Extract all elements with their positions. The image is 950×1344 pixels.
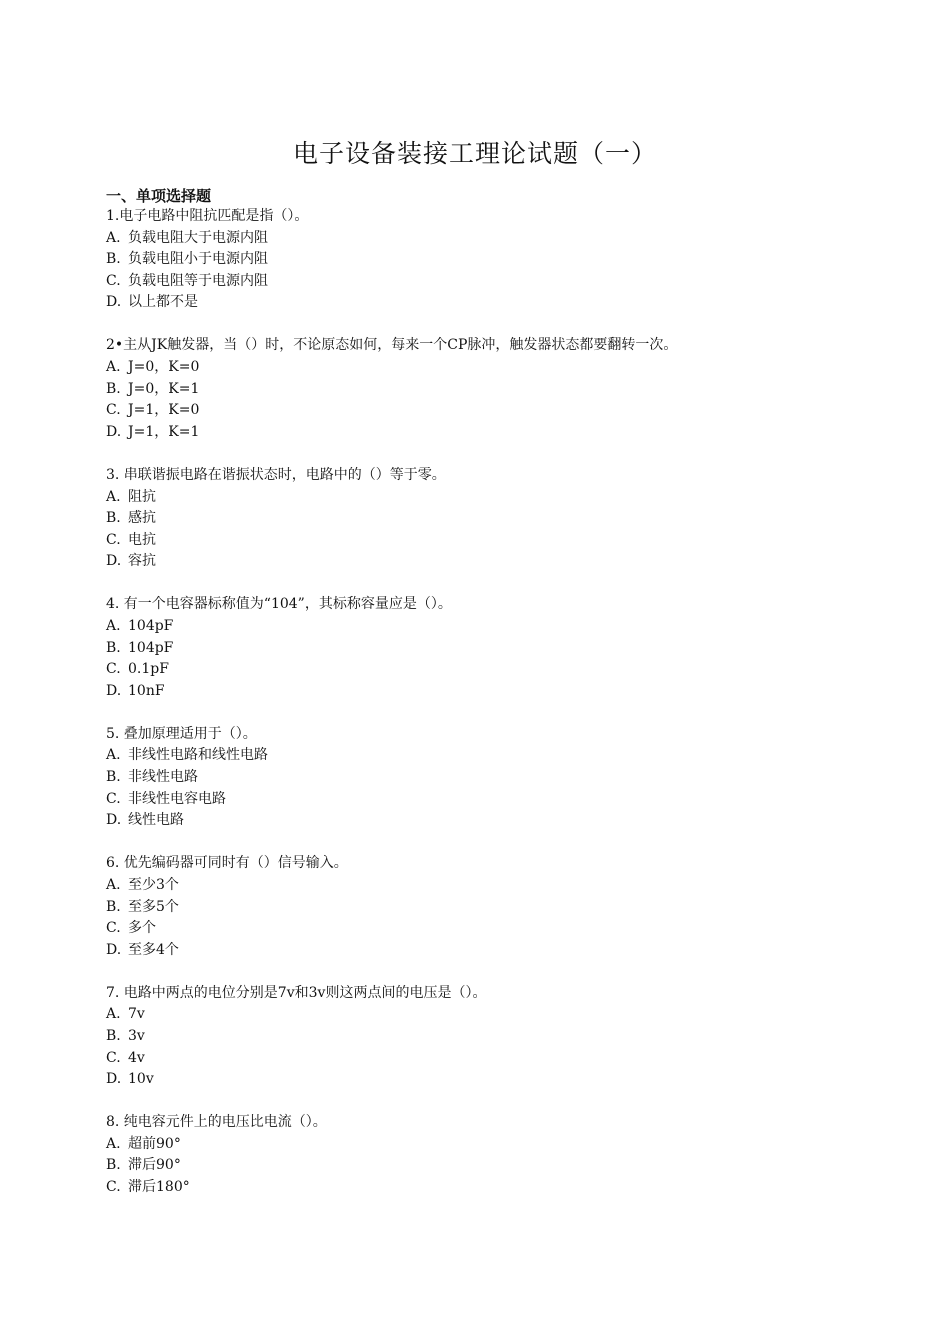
option-letter: A. [106, 876, 121, 893]
option-d [106, 810, 906, 832]
option-text: 多个 [128, 920, 156, 937]
question-8 [106, 1112, 906, 1198]
option-b [106, 1155, 906, 1177]
option-c [106, 530, 906, 552]
option-a [106, 487, 906, 509]
option-letter: B. [106, 639, 121, 656]
question-2 [106, 335, 906, 443]
option-text: 以上都不是 [128, 294, 198, 311]
option-text: 至多5个 [128, 898, 179, 915]
option-text: 感抗 [128, 510, 156, 527]
option-text: 非线性电路和线性电路 [128, 747, 268, 764]
option-letter: A. [106, 1135, 121, 1152]
option-letter: C. [106, 531, 121, 548]
question-4 [106, 594, 906, 702]
option-text: 超前90° [128, 1135, 181, 1152]
option-letter: A. [106, 618, 121, 634]
option-c [106, 789, 906, 811]
option-text: 104pF [128, 618, 174, 634]
question-7 [106, 983, 906, 1091]
option-letter: C. [106, 920, 121, 937]
option-c [106, 918, 906, 940]
option-text: 阻抗 [128, 488, 156, 505]
option-c [106, 271, 906, 293]
option-b [106, 249, 906, 271]
option-text: 10v [128, 1071, 154, 1088]
option-d [106, 940, 906, 962]
option-text: J=1，K=0 [128, 402, 200, 419]
option-letter: A. [106, 359, 121, 376]
option-letter: B. [106, 510, 121, 527]
option-letter: A. [106, 747, 121, 764]
section-heading: 一、单项选择题 [106, 187, 212, 205]
option-a [106, 1004, 906, 1026]
option-d [106, 422, 906, 444]
option-text: 负载电阻小于电源内阻 [128, 251, 268, 268]
option-text: 4v [128, 1049, 145, 1066]
option-letter: A. [106, 488, 121, 505]
question-stem: 4. 有一个电容器标称值为“104”，其标称容量应是（）。 [106, 596, 452, 613]
option-letter: C. [106, 1049, 121, 1066]
option-b [106, 379, 906, 401]
option-text: 线性电路 [128, 812, 184, 829]
option-text: 7v [128, 1006, 145, 1023]
option-letter: B. [106, 1157, 121, 1174]
question-stem: 3. 串联谐振电路在谐振状态时，电路中的（）等于零。 [106, 466, 446, 483]
option-text: 负载电阻大于电源内阻 [128, 229, 268, 246]
question-stem: 2•主从JK触发器，当（）时，不论原态如何，每来一个CP脉冲，触发器状态都要翻转一次。 [106, 337, 678, 354]
question-stem: 5. 叠加原理适用于（）。 [106, 725, 257, 742]
option-letter: C. [106, 402, 121, 419]
option-b [106, 767, 906, 789]
option-c [106, 659, 906, 681]
option-b [106, 508, 906, 530]
option-letter: C. [106, 1179, 121, 1196]
option-text: 0.1pF [128, 661, 169, 678]
option-text: 至少3个 [128, 876, 179, 893]
option-letter: B. [106, 380, 121, 397]
option-text: 滞后180° [128, 1179, 190, 1196]
option-text: 滞后90° [128, 1157, 181, 1174]
question-1 [106, 206, 906, 314]
option-a [106, 616, 906, 638]
option-letter: D. [106, 682, 122, 699]
option-d [106, 292, 906, 314]
option-letter: A. [106, 229, 121, 246]
option-letter: B. [106, 1028, 121, 1044]
option-letter: D. [106, 1071, 122, 1088]
option-letter: A. [106, 1006, 121, 1023]
option-text: 负载电阻等于电源内阻 [128, 272, 268, 289]
option-text: 至多4个 [128, 941, 179, 958]
question-stem: 1.电子电路中阻抗匹配是指（）。 [106, 208, 309, 224]
option-letter: C. [106, 272, 121, 289]
question-stem: 7. 电路中两点的电位分别是7v和3v则这两点间的电压是（）。 [106, 984, 487, 1001]
option-text: 104pF [128, 639, 174, 656]
question-5 [106, 724, 906, 832]
option-b [106, 638, 906, 660]
option-letter: B. [106, 251, 121, 268]
question-stem: 8. 纯电容元件上的电压比电流（）。 [106, 1114, 327, 1131]
option-letter: D. [106, 941, 122, 958]
option-letter: D. [106, 423, 122, 440]
option-letter: D. [106, 294, 122, 311]
option-a [106, 875, 906, 897]
question-6 [106, 853, 906, 961]
question-list [106, 206, 906, 1220]
option-text: J=1，K=1 [128, 423, 200, 440]
option-letter: D. [106, 812, 122, 829]
option-letter: D. [106, 553, 122, 570]
option-text: 10nF [128, 682, 165, 699]
option-c [106, 1048, 906, 1070]
option-text: 容抗 [128, 553, 156, 570]
option-text: 非线性电容电路 [128, 790, 226, 807]
option-d [106, 551, 906, 573]
question-3 [106, 465, 906, 573]
option-text: 电抗 [128, 531, 156, 548]
option-letter: B. [106, 769, 121, 786]
option-a [106, 1134, 906, 1156]
option-text: J=0，K=0 [128, 359, 200, 376]
option-letter: C. [106, 790, 121, 807]
option-letter: B. [106, 898, 121, 915]
option-letter: C. [106, 661, 121, 678]
document-title: 电子设备装接工理论试题（一） [292, 139, 657, 168]
option-text: J=0，K=1 [128, 380, 200, 397]
option-b [106, 1026, 906, 1048]
option-a [106, 228, 906, 250]
option-d [106, 681, 906, 703]
option-a [106, 745, 906, 767]
option-b [106, 897, 906, 919]
option-c [106, 400, 906, 422]
option-a [106, 357, 906, 379]
question-stem: 6. 优先编码器可同时有（）信号输入。 [106, 855, 348, 872]
option-c [106, 1177, 906, 1199]
option-text: 非线性电路 [128, 769, 198, 786]
option-d [106, 1069, 906, 1091]
option-text: 3v [128, 1028, 145, 1044]
